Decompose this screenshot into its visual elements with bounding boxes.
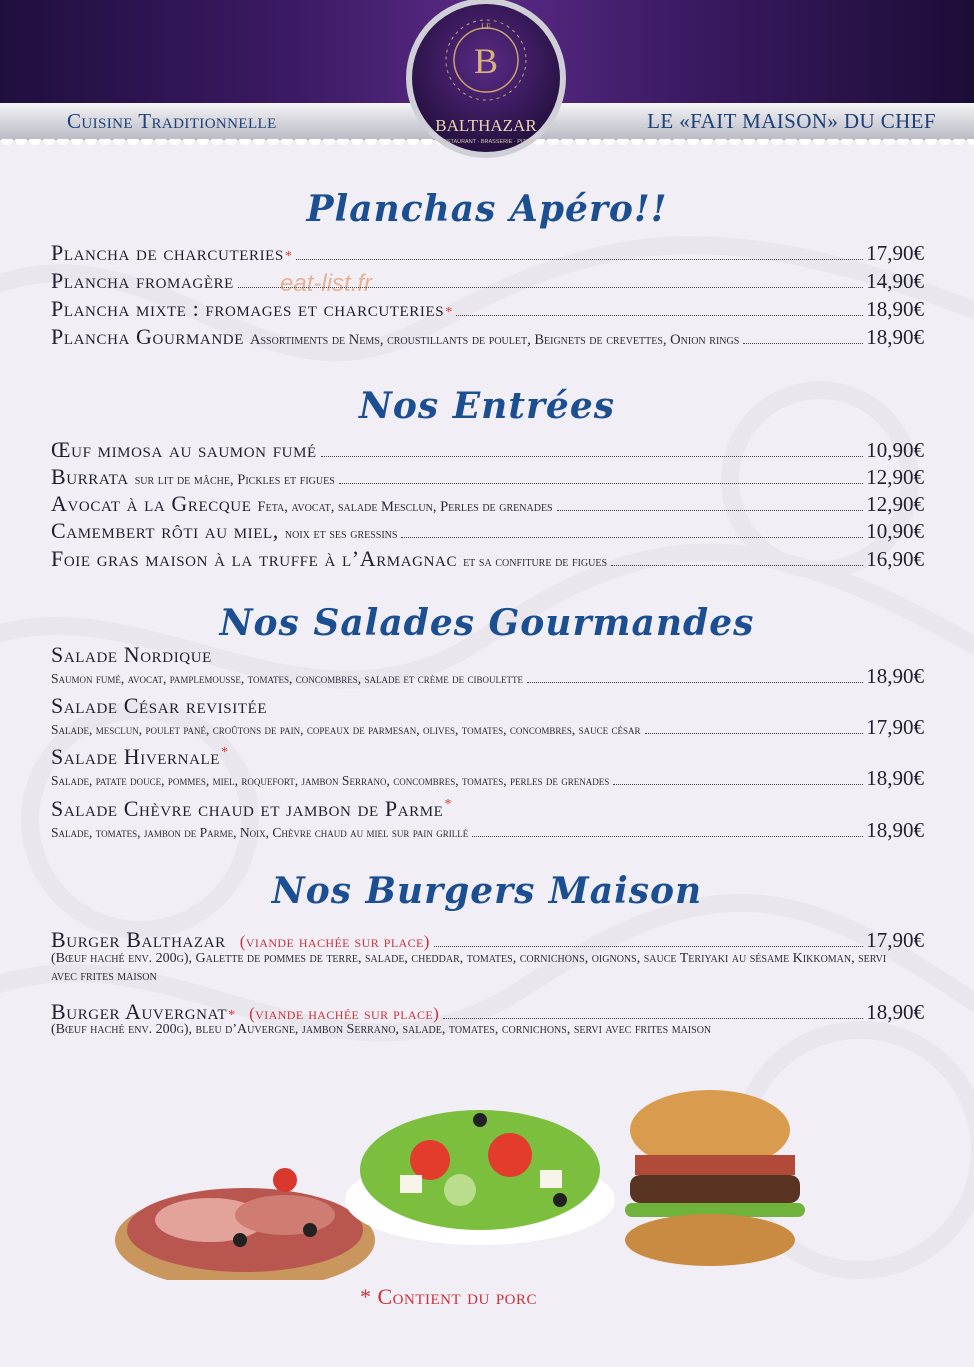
menu-item	[51, 437, 924, 463]
menu-item	[51, 324, 924, 350]
item-price: 18,90€	[866, 325, 924, 349]
salad-bowl-icon	[345, 1110, 615, 1245]
item-name: Avocat à la Grecque	[51, 491, 252, 516]
menu-item	[51, 518, 924, 544]
item-price: 12,90€	[866, 492, 924, 516]
menu-item	[51, 818, 924, 843]
dot-leader	[238, 287, 863, 288]
item-price: 10,90€	[866, 438, 924, 462]
section-title-planchas: Planchas Apéro!!	[306, 188, 668, 230]
dot-leader	[472, 836, 863, 837]
section-title-entrees: Nos Entrées	[358, 385, 615, 427]
dot-leader	[443, 1018, 863, 1019]
item-name: Salade Chèvre chaud et jambon de Parme*	[51, 796, 453, 821]
dot-leader	[557, 510, 864, 511]
item-name: Salade Hivernale*	[51, 744, 229, 769]
menu-item	[51, 766, 924, 791]
food-illustration	[110, 1080, 830, 1280]
menu-item	[51, 715, 924, 740]
dot-leader	[321, 456, 863, 457]
section-title-burgers: Nos Burgers Maison	[271, 870, 703, 912]
menu-item	[51, 296, 924, 322]
logo-letter: B	[473, 41, 499, 81]
dot-leader	[527, 682, 863, 683]
pork-star: *	[284, 249, 292, 264]
item-name: Burger Balthazar	[51, 927, 226, 952]
item-description: Salade, mesclun, poulet pané, croûtons de pain, copeaux de parmesan, olives, tomates, concombres, sauce césar	[51, 722, 641, 737]
item-name: Salade Nordique	[51, 642, 212, 667]
item-note: (viande hachée sur place)	[239, 932, 430, 951]
menu-item	[51, 464, 924, 490]
menu-item	[51, 240, 924, 266]
item-price: 10,90€	[866, 519, 924, 543]
menu-item	[51, 491, 924, 517]
item-price: 18,90€	[866, 664, 924, 688]
item-description: et sa confiture de figues	[463, 554, 608, 570]
dot-leader	[743, 343, 863, 344]
logo-subtitle: RESTAURANT · BRASSERIE · PIZZA	[439, 139, 533, 145]
item-price: 18,90€	[866, 1000, 924, 1024]
menu-item	[51, 546, 924, 572]
item-name: Œuf mimosa au saumon fumé	[51, 437, 317, 462]
item-name: Plancha mixte : fromages et charcuteries	[51, 296, 445, 321]
item-price: 17,90€	[866, 715, 924, 739]
charcuterie-board-icon	[115, 1168, 375, 1280]
item-price: 18,90€	[866, 297, 924, 321]
item-name: Salade César revisitée	[51, 693, 268, 718]
menu-item	[51, 268, 924, 294]
item-description: (Bœuf haché env. 200g), bleu d’Auvergne, jambon Serrano, salade, tomates, cornichons, servi avec frites maison	[51, 1022, 712, 1037]
item-name: Burger Auvergnat	[51, 999, 228, 1024]
tagline-right: LE «FAIT MAISON» DU CHEF	[647, 109, 936, 133]
item-price: 18,90€	[866, 766, 924, 790]
watermark: eat-list.fr	[280, 270, 373, 297]
item-price: 18,90€	[866, 818, 924, 842]
item-description: (Bœuf haché env. 200g), Galette de pommes de terre, salade, cheddar, tomates, cornichons, oignons, sauce Teriyaki au sésame Kikkoman, servi avec frites maison	[51, 951, 887, 984]
pork-star: *	[444, 796, 453, 812]
pork-star: *	[445, 305, 453, 320]
item-name: Plancha de charcuteries	[51, 240, 284, 265]
dot-leader	[434, 946, 863, 947]
pork-star: *	[228, 1008, 236, 1023]
item-description: Salade, patate douce, pommes, miel, roquefort, jambon Serrano, concombres, tomates, perles de grenades	[51, 773, 610, 788]
logo-name: BALTHAZAR	[435, 116, 537, 135]
dot-leader	[339, 483, 863, 484]
item-name: Plancha fromagère	[51, 268, 234, 293]
logo-small-text: LE	[481, 22, 491, 31]
item-name: Plancha Gourmande	[51, 324, 244, 349]
dot-leader	[401, 537, 863, 538]
item-description: Saumon fumé, avocat, pamplemousse, tomates, concombres, salade et crème de ciboulette	[51, 671, 524, 686]
item-price: 17,90€	[866, 241, 924, 265]
item-note: (viande hachée sur place)	[249, 1004, 440, 1023]
item-name: Camembert rôti au miel,	[51, 518, 279, 543]
dot-leader	[456, 315, 863, 316]
dot-leader	[645, 733, 864, 734]
dot-leader	[613, 784, 863, 785]
item-description: Assortiments de Nems, croustillants de poulet, Beignets de crevettes, Onion rings	[250, 332, 740, 348]
item-description: noix et ses gressins	[284, 526, 398, 542]
item-price: 14,90€	[866, 269, 924, 293]
item-description: Feta, avocat, salade Mesclun, Perles de grenades	[257, 499, 553, 515]
item-description: sur lit de mâche, Pickles et figues	[134, 472, 335, 488]
restaurant-logo	[398, 0, 574, 158]
dot-leader	[611, 565, 863, 566]
item-price: 16,90€	[866, 547, 924, 571]
tagline-left: Cuisine Traditionnelle	[67, 109, 277, 133]
menu-item	[51, 664, 924, 689]
item-description: Salade, tomates, jambon de Parme, Noix, Chèvre chaud au miel sur pain grillé	[51, 825, 469, 840]
item-name: Foie gras maison à la truffe à l’Armagnac	[51, 546, 458, 571]
item-price: 12,90€	[866, 465, 924, 489]
item-name: Burrata	[51, 464, 129, 489]
item-price: 17,90€	[866, 928, 924, 952]
section-title-salades: Nos Salades Gourmandes	[219, 602, 755, 644]
pork-footnote: * Contient du porc	[360, 1284, 538, 1309]
pork-star: *	[221, 744, 229, 760]
dot-leader	[296, 259, 863, 260]
burger-icon	[625, 1090, 805, 1266]
